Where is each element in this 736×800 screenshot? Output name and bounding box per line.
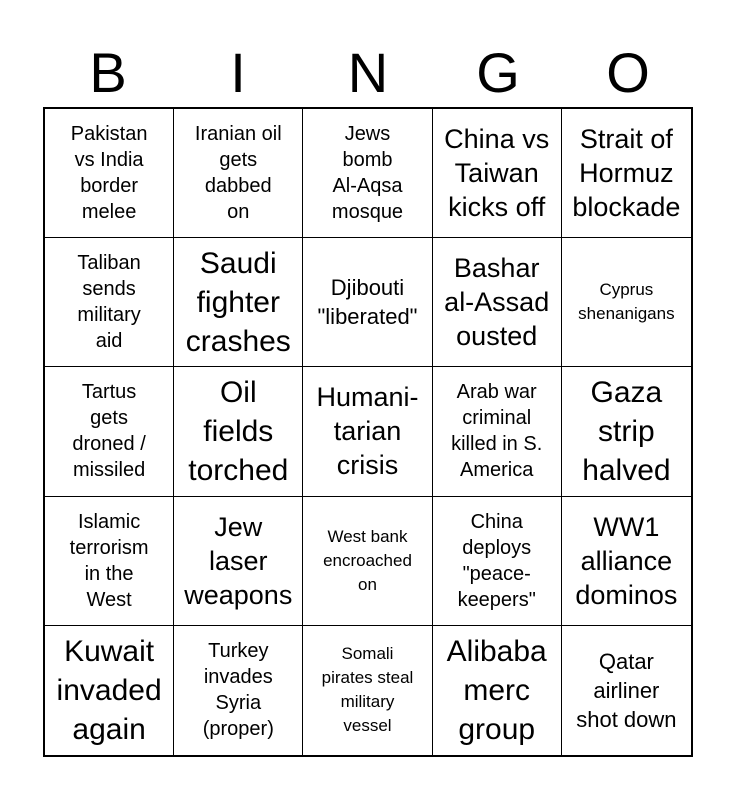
bingo-cell-5-4[interactable]: Alibaba merc group	[433, 626, 562, 755]
bingo-cell-2-1[interactable]: Taliban sends military aid	[45, 238, 174, 367]
bingo-cell-2-5[interactable]: Cyprus shenanigans	[562, 238, 691, 367]
bingo-cell-3-1[interactable]: Tartus gets droned / missiled	[45, 367, 174, 496]
bingo-cell-5-2[interactable]: Turkey invades Syria (proper)	[174, 626, 303, 755]
bingo-header	[43, 40, 693, 106]
bingo-cell-3-5[interactable]: Gaza strip halved	[562, 367, 691, 496]
bingo-cell-5-3[interactable]: Somali pirates steal military vessel	[303, 626, 432, 755]
bingo-cell-5-1[interactable]: Kuwait invaded again	[45, 626, 174, 755]
bingo-cell-3-4[interactable]: Arab war criminal killed in S. America	[433, 367, 562, 496]
bingo-cell-4-3[interactable]: West bank encroached on	[303, 497, 432, 626]
bingo-cell-1-4[interactable]: China vs Taiwan kicks off	[433, 109, 562, 238]
bingo-cell-4-4[interactable]: China deploys "peace- keepers"	[433, 497, 562, 626]
bingo-cell-1-3[interactable]: Jews bomb Al-Aqsa mosque	[303, 109, 432, 238]
bingo-cell-1-5[interactable]: Strait of Hormuz blockade	[562, 109, 691, 238]
bingo-cell-4-1[interactable]: Islamic terrorism in the West	[45, 497, 174, 626]
bingo-cell-2-4[interactable]: Bashar al-Assad ousted	[433, 238, 562, 367]
header-letter-n: N	[347, 41, 389, 104]
bingo-card	[43, 107, 693, 757]
bingo-cell-2-2[interactable]: Saudi fighter crashes	[174, 238, 303, 367]
bingo-cell-3-3[interactable]: Humani- tarian crisis	[303, 367, 432, 496]
bingo-cell-1-1[interactable]: Pakistan vs India border melee	[45, 109, 174, 238]
bingo-cell-3-2[interactable]: Oil fields torched	[174, 367, 303, 496]
bingo-cell-4-5[interactable]: WW1 alliance dominos	[562, 497, 691, 626]
bingo-cell-2-3[interactable]: Djibouti "liberated"	[303, 238, 432, 367]
header-letter-g: G	[476, 41, 520, 104]
header-letter-i: I	[230, 41, 246, 104]
header-letter-b: B	[89, 41, 127, 104]
header-letter-o: O	[606, 41, 650, 104]
bingo-cell-1-2[interactable]: Iranian oil gets dabbed on	[174, 109, 303, 238]
bingo-cell-4-2[interactable]: Jew laser weapons	[174, 497, 303, 626]
bingo-cell-5-5[interactable]: Qatar airliner shot down	[576, 648, 677, 732]
